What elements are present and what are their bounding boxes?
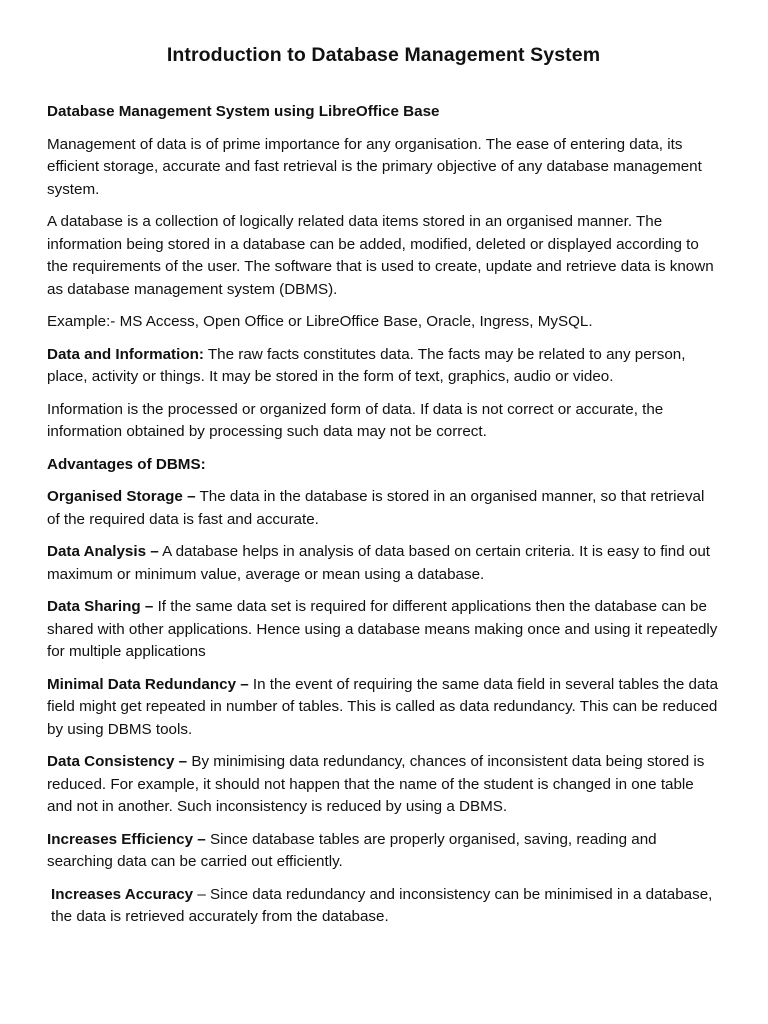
- data-information-paragraph: [47, 344, 720, 389]
- advantage-text: In the event of requiring the same data field in several tables the data field might get repeated in number of tables. This is called as data redundancy. This can be reduced by using DBMS tools.: [47, 675, 719, 738]
- advantage-data-analysis: [47, 541, 720, 586]
- example-paragraph: Example:- MS Access, Open Office or LibreOffice Base, Oracle, Ingress, MySQL.: [47, 313, 593, 330]
- information-paragraph: Information is the processed or organized form of data. If data is not correct or accurate, the information obtained by processing such data may not be correct.: [47, 400, 664, 440]
- advantage-text: If the same data set is required for different applications then the database can be shared with other applications. Hence using a database means making once and using it repeatedly for multiple applications: [47, 598, 718, 660]
- advantage-increases-efficiency: [47, 829, 720, 874]
- advantage-increases-accuracy: [47, 884, 720, 929]
- advantage-text: By minimising data redundancy, chances of inconsistent data being stored is reduced. For example, it should not happen that the name of the student is changed in one table and not in another. Such inconsistency is reduced by using a DBMS.: [47, 753, 705, 815]
- advantage-text: The data in the database is stored in an organised manner, so that retrieval of the required data is fast and accurate.: [47, 488, 705, 528]
- advantage-minimal-redundancy: [47, 674, 720, 742]
- advantage-data-consistency: [47, 751, 720, 819]
- page-title: Introduction to Database Management System: [166, 44, 601, 66]
- advantage-data-sharing: [47, 596, 720, 664]
- advantages-heading: Advantages of DBMS:: [47, 455, 206, 473]
- advantage-text: – Since data redundancy and inconsistency can be minimised in a database, the data is retrieved accurately from the database.: [51, 885, 713, 925]
- data-information-label: Data and Information:: [47, 345, 204, 363]
- data-information-text: The raw facts constitutes data. The facts may be related to any person, place, activity or things. It may be stored in the form of text, graphics, audio or video.: [47, 345, 686, 385]
- advantage-text: Since database tables are properly organised, saving, reading and searching data can be carried out efficiently.: [47, 830, 657, 870]
- advantage-label: Organised Storage –: [47, 488, 196, 505]
- advantage-label: Minimal Data Redundancy –: [47, 675, 249, 693]
- section-heading: Database Management System using LibreOffice Base: [47, 103, 440, 120]
- advantage-label: Increases Accuracy: [51, 885, 194, 903]
- advantage-label: Data Sharing –: [47, 598, 154, 615]
- advantage-label: Data Consistency –: [47, 753, 188, 770]
- intro-paragraph: Management of data is of prime importance for any organisation. The ease of entering data, its efficient storage, accurate and fast retrieval is the primary objective of any database management system.: [47, 135, 702, 198]
- advantage-label: Data Analysis –: [47, 543, 159, 560]
- advantage-text: A database helps in analysis of data based on certain criteria. It is easy to find out maximum or minimum value, average or mean using a database.: [47, 543, 711, 583]
- advantage-label: Increases Efficiency –: [47, 830, 206, 848]
- advantage-organised-storage: [47, 486, 720, 531]
- database-paragraph: A database is a collection of logically related data items stored in an organised manner. The information being stored in a database can be added, modified, deleted or displayed according to the requirements of the user. The software that is used to create, update and retrieve data is known as database management system (DBMS).: [47, 213, 714, 298]
